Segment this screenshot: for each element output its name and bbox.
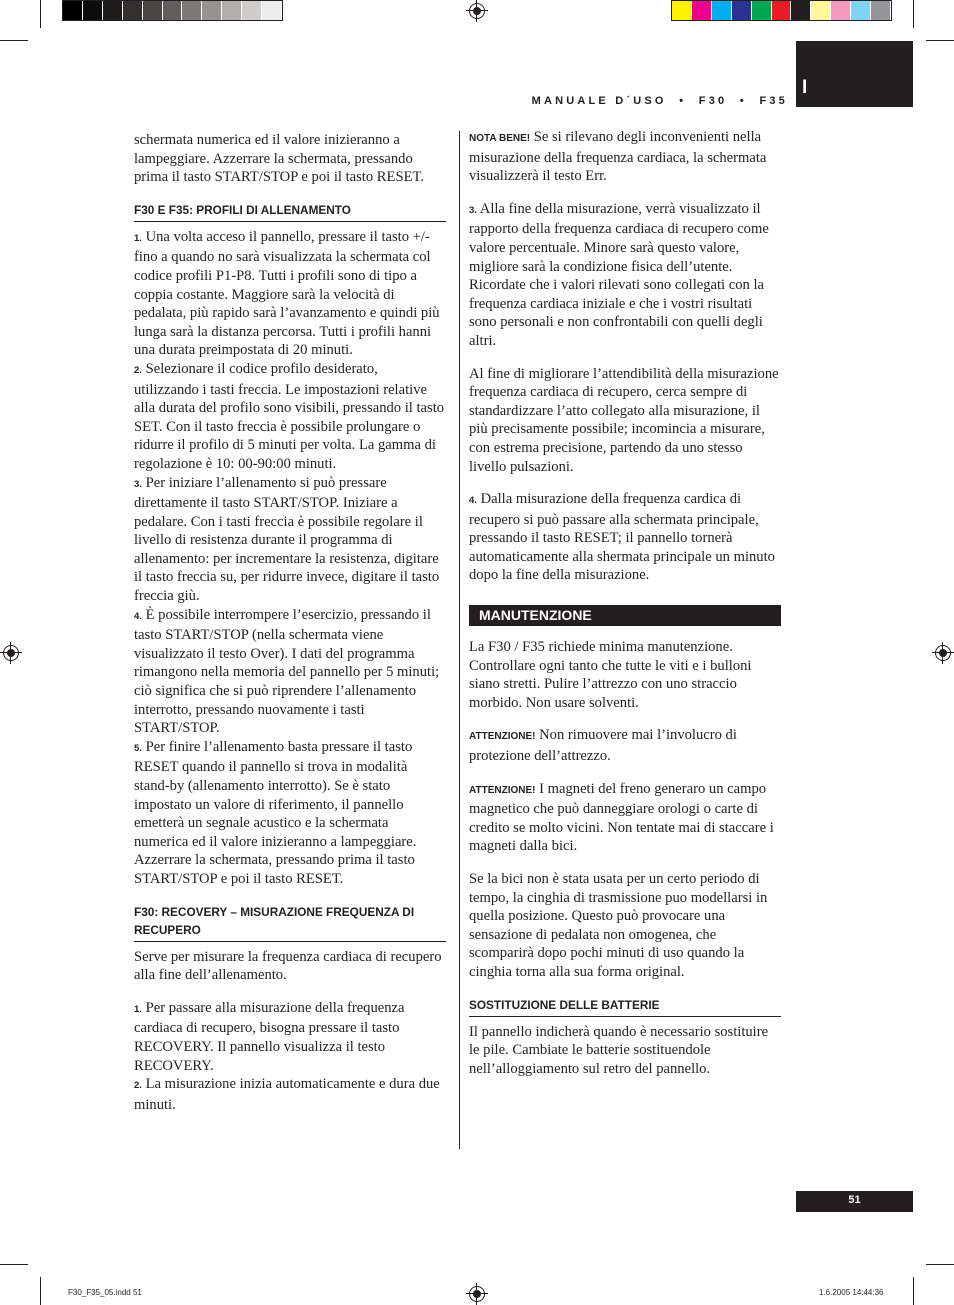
crop-mark [913,0,914,28]
color-swatch [732,1,751,20]
crop-mark [0,40,28,41]
belt-paragraph: Se la bici non è stata usata per un certo periodo di tempo, la cinghia di trasmissione puo modellarsi in quella posizione. Questo può provocare una sensazione di pedalata non omogenea, che scomparirà dopo pochi minuti di uso quando la cinghia torna alla sua forma original. [469,871,768,980]
color-swatch [692,1,711,20]
section-heading-batteries: SOSTITUZIONE DELLE BATTERIE [469,996,781,1017]
note-paragraph: NOTA BENE! Se si rilevano degli inconvenienti nella misurazione della frequenza cardiaca, la schermata visualizzerà il testo Err. [469,129,767,185]
step-4: 4. È possibile interrompere l’esercizio, pressando il tasto START/STOP (nella schermata viene visualizzato il testo Over). I dati del programma rimangono nella memoria del pannello per 5 minuti; ciò significa che si può riprendere l’allenamento interrotto, pressando nuovamente i tasti START/STOP. [134,606,440,737]
color-swatch [712,1,731,20]
recovery-intro: Serve per misurare la frequenza cardiaca di recupero alla fine dell’allenamento. [134,948,442,984]
language-tab [796,41,913,107]
recovery-step-4: 4. Dalla misurazione della frequenza cardica di recupero si può passare alla schermata principale, pressando il tasto RESET; il pannello tornerà automaticamente alla shermata principale un minuto dopo la fine della misurazione. [469,491,775,584]
model-b: F35 [759,95,788,107]
warning-label: ATTENZIONE! [469,731,536,743]
color-swatch [103,1,122,20]
step-1: 1. Una volta acceso il pannello, pressare il tasto +/- fino a quando no sarà visualizzata la schermata col codice profili P1-P8. Tutti i profili sono di tipo a coppia costante. Maggiore sarà la velocità di pedalata, più rapido sarà l’avanzamento e quindi più lunga sarà la distanza percorsa. Tutti i profili hanni una durata preimpostata di 20 minuti. [134,228,440,359]
color-swatch [242,1,261,20]
registration-mark-icon [469,3,485,19]
running-header [532,95,788,107]
right-column [469,128,781,1078]
language-letter: I [802,77,808,98]
registration-mark-icon [3,645,19,661]
column-divider [459,131,460,1149]
page-number: 51 [796,1191,913,1212]
step-5: 5. Per finire l’allenamento basta pressare il tasto RESET quando il pannello si trova in modalità stand-by (allenamento interrotto). Se è stato impostato un valore di riferimento, il pannello emetterà un segnale acustico e la schermata numerica ed il valore inizieranno a lampeggiare. Azzerrare la schermata, pressando prima il tasto START/STOP e poi il tasto RESET. [134,738,417,887]
intro-paragraph: schermata numerica ed il valore inizieranno a lampeggiare. Azzerrare la schermata, pressando prima il tasto START/STOP e poi il tasto RESET. [134,132,424,186]
crop-mark [0,1264,28,1265]
color-swatch [222,1,241,20]
reliability-paragraph: Al fine di migliorare l’attendibilità della misurazione frequenza cardiaca di recupero, cerca sempre di standardizzare l’atto collegato alla misurazione, il più precisamente possibile; incomincia a misurare, con estrema precisione, partendo da uno stesso livello pulsazioni. [469,365,779,475]
batteries-paragraph: Il pannello indicherà quando è necessario sostituire le pile. Cambiate le batterie sostituendole nell’alloggiamento sul retro del pannello. [469,1023,769,1077]
color-swatch [262,1,281,20]
model-a: F30 [698,95,728,107]
footer-file: F30_F35_05.indd 51 [68,1288,142,1297]
color-swatch [871,1,890,20]
color-swatch [772,1,791,20]
note-label: NOTA BENE! [469,133,531,144]
color-swatch [182,1,201,20]
bullet: • [739,95,747,107]
color-swatch [163,1,182,20]
warning-2: ATTENZIONE! I magneti del freno generaro un campo magnetico che può danneggiare orologi o carte di credito se molto vicini. Non tentate mai di staccare i magneti dalla bici. [469,780,774,855]
crop-mark [40,0,41,28]
color-swatch [83,1,102,20]
step-2: 2. Selezionare il codice profilo desiderato, utilizzando i tasti freccia. Le impostazioni relative alla durata del profilo sono visibili, pressando il tasto SET. Con il tasto freccia è possibile prolungare o ridurre il profilo di 5 minuti per volta. La gamma di regolazione è 10: 00-90:00 minuti. [134,360,445,472]
recovery-step-1: 1. Per passare alla misurazione della frequenza cardiaca di recupero, bisogna pressare il tasto RECOVERY. Il pannello visualizza il testo RECOVERY. [134,999,405,1074]
section-heading-maintenance: MANUTENZIONE [469,605,781,626]
left-column [134,131,446,1114]
color-swatch [123,1,142,20]
warning-1: ATTENZIONE! Non rimuovere mai l’involucro di protezione dell’attrezzo. [469,727,737,765]
process-color-bar [671,0,892,21]
color-swatch [672,1,691,20]
crop-mark [926,40,954,41]
color-swatch [202,1,221,20]
registration-mark-icon [469,1286,485,1302]
color-swatch [791,1,810,20]
warning-label: ATTENZIONE! [469,784,536,796]
crop-mark [40,1277,41,1305]
registration-mark-icon [935,645,951,661]
bullet: • [679,95,687,107]
color-swatch [143,1,162,20]
manual-title: MANUALE D´USO [531,95,667,107]
section-heading-profiles: F30 E F35: PROFILI DI ALLENAMENTO [134,201,446,222]
crop-mark [926,1264,954,1265]
recovery-step-2: 2. La misurazione inizia automaticamente e dura due minuti. [134,1076,440,1113]
color-swatch [851,1,870,20]
recovery-step-3: 3. Alla fine della misurazione, verrà visualizzato il rapporto della frequenza cardiaca di recupero come valore percentuale. Minore sarà questo valore, migliore sarà la condizione fisica dell’utente. Ricordate che i valori rilevati sono collegati con la frequenza cardiaca iniziale e che i vostri risultati sono personali e non confrontabili con quelli degli altri. [469,200,769,349]
color-swatch [831,1,850,20]
gray-color-bar [62,0,283,21]
color-swatch [811,1,830,20]
footer-datetime: 1.6.2005 14:44:36 [819,1288,884,1297]
step-3: 3. Per iniziare l’allenamento si può pressare direttamente il tasto START/STOP. Iniziare a pedalare. Con i tasti freccia è possibile regolare il livello di resistenza durante il programma di allenamento: per incrementare la resistenza, digitare il tasto freccia su, per ridurre invece, digitare il tasto freccia giù. [134,474,440,605]
color-swatch [752,1,771,20]
section-heading-recovery: F30: RECOVERY – MISURAZIONE FREQUENZA DI RECUPERO [134,903,446,942]
maintenance-paragraph: La F30 / F35 richiede minima manutenzione. Controllare ogni tanto che tutte le viti e i bulloni siano stretti. Pulire l’attrezzo con uno straccio morbido. Non usare solventi. [469,639,752,711]
color-swatch [63,1,82,20]
crop-mark [913,1277,914,1305]
